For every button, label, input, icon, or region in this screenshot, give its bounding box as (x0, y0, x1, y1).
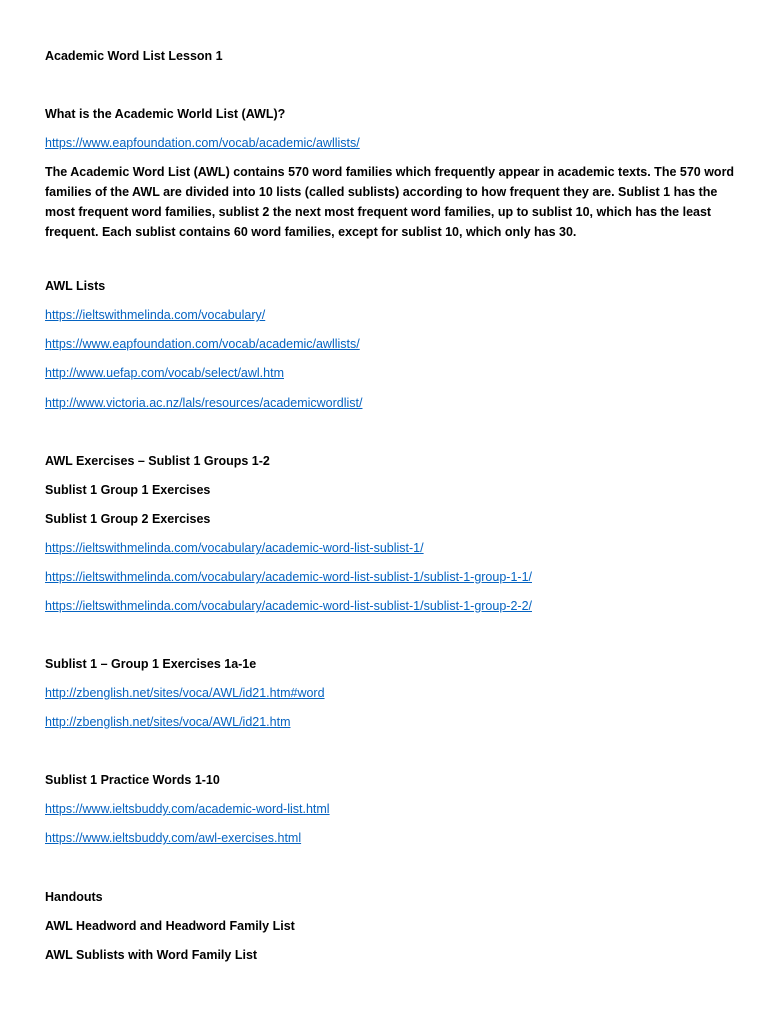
section-heading-awl-lists: AWL Lists (45, 279, 106, 293)
link-ieltswithmelinda-vocabulary[interactable]: https://ieltswithmelinda.com/vocabulary/ (45, 308, 266, 322)
awl-description-paragraph: The Academic Word List (AWL) contains 570 word families which frequently appear in academic texts. The 570 word families of the AWL are divided into 10 lists (called sublists) according to how frequent they are. Sublist 1 has the most frequent word families, sublist 2 the next most frequent word families, up to sublist 10, which has the least frequent. Each sublist contains 60 word families, except for sublist 10, which only has 30. (45, 165, 735, 239)
link-zbenglish-id21[interactable]: http://zbenglish.net/sites/voca/AWL/id21.htm (45, 715, 291, 729)
document-title: Academic Word List Lesson 1 (45, 49, 223, 63)
link-ieltsbuddy-awl-exercises[interactable]: https://www.ieltsbuddy.com/awl-exercises.html (45, 831, 302, 845)
link-eapfoundation-awllists[interactable]: https://www.eapfoundation.com/vocab/academic/awllists/ (45, 136, 360, 150)
section-heading-what-is-awl: What is the Academic World List (AWL)? (45, 107, 286, 121)
sublist-1-group-1-exercises-label: Sublist 1 Group 1 Exercises (45, 483, 211, 497)
link-eapfoundation-awllists-2[interactable]: https://www.eapfoundation.com/vocab/academic/awllists/ (45, 337, 360, 351)
section-heading-handouts: Handouts (45, 890, 103, 904)
section-heading-group-1-exercises: Sublist 1 – Group 1 Exercises 1a-1e (45, 657, 257, 671)
link-sublist-1-group-1-1[interactable]: https://ieltswithmelinda.com/vocabulary/academic-word-list-sublist-1/sublist-1-group-1-1/ (45, 570, 532, 584)
link-ieltsbuddy-academic-word-list[interactable]: https://www.ieltsbuddy.com/academic-word-list.html (45, 802, 330, 816)
handout-headword-family-list: AWL Headword and Headword Family List (45, 919, 295, 933)
link-victoria-academicwordlist[interactable]: http://www.victoria.ac.nz/lals/resources/academicwordlist/ (45, 396, 363, 410)
link-sublist-1-group-2-2[interactable]: https://ieltswithmelinda.com/vocabulary/academic-word-list-sublist-1/sublist-1-group-2-2/ (45, 599, 532, 613)
link-awl-sublist-1[interactable]: https://ieltswithmelinda.com/vocabulary/academic-word-list-sublist-1/ (45, 541, 424, 555)
section-heading-practice-words: Sublist 1 Practice Words 1-10 (45, 773, 220, 787)
link-uefap-awl[interactable]: http://www.uefap.com/vocab/select/awl.htm (45, 366, 284, 380)
handout-sublists-word-family-list: AWL Sublists with Word Family List (45, 948, 258, 962)
link-zbenglish-id21-word[interactable]: http://zbenglish.net/sites/voca/AWL/id21.htm#word (45, 686, 325, 700)
sublist-1-group-2-exercises-label: Sublist 1 Group 2 Exercises (45, 512, 211, 526)
section-heading-awl-exercises: AWL Exercises – Sublist 1 Groups 1-2 (45, 454, 270, 468)
